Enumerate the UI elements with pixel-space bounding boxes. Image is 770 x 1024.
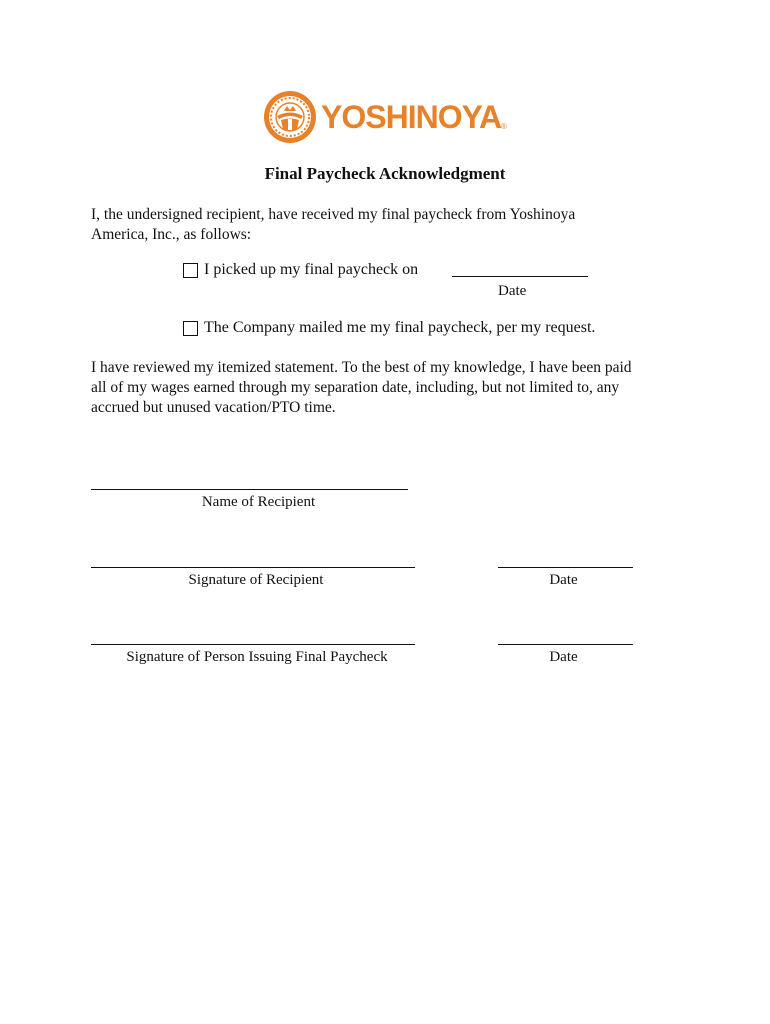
recipient-signature-caption: Signature of Recipient [188, 572, 324, 588]
mailed-label: The Company mailed me my final paycheck, per my request. [204, 319, 596, 336]
yoshinoya-emblem-icon [262, 89, 318, 145]
picked-up-date-caption: Date [498, 283, 527, 299]
registered-mark: ® [501, 122, 507, 131]
intro-line-2: America, Inc., as follows: [91, 226, 252, 243]
recipient-name-line[interactable] [91, 489, 408, 490]
picked-up-date-line[interactable] [452, 276, 588, 277]
recipient-date-caption: Date [549, 572, 578, 588]
recipient-date-line[interactable] [498, 567, 633, 568]
statement-line-3: accrued but unused vacation/PTO time. [91, 399, 336, 416]
statement-line-1: I have reviewed my itemized statement. To the best of my knowledge, I have been paid [91, 359, 632, 376]
issuer-signature-line[interactable] [91, 644, 415, 645]
issuer-signature-caption: Signature of Person Issuing Final Paycheck [126, 649, 388, 665]
mailed-checkbox[interactable] [183, 321, 198, 336]
intro-line-1: I, the undersigned recipient, have received my final paycheck from Yoshinoya [91, 206, 576, 223]
picked-up-label: I picked up my final paycheck on [204, 261, 419, 278]
recipient-signature-line[interactable] [91, 567, 415, 568]
statement-line-2: all of my wages earned through my separation date, including, but not limited to, any [91, 379, 620, 396]
logo-wordmark: YOSHINOYA [321, 99, 502, 135]
issuer-date-line[interactable] [498, 644, 633, 645]
recipient-name-caption: Name of Recipient [201, 494, 316, 510]
picked-up-checkbox[interactable] [183, 263, 198, 278]
issuer-date-caption: Date [549, 649, 578, 665]
yoshinoya-logo [262, 89, 512, 149]
document-title: Final Paycheck Acknowledgment [264, 164, 506, 183]
